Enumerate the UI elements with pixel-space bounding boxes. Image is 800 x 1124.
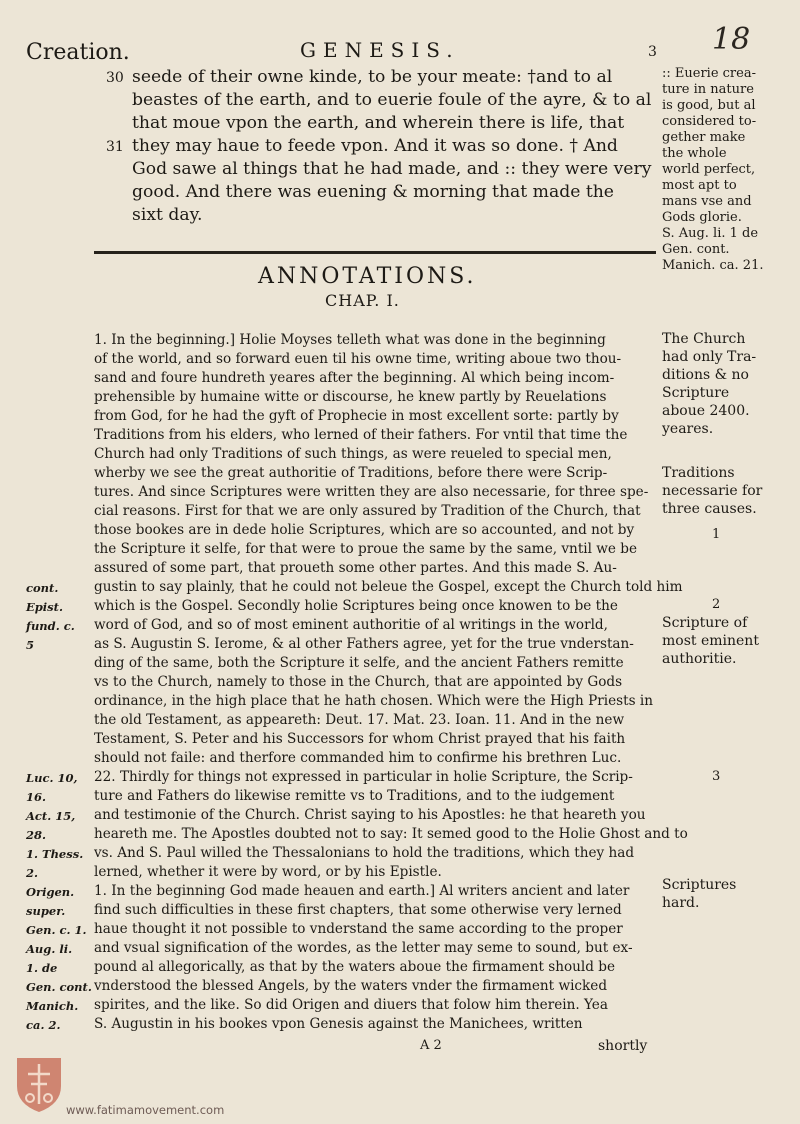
- website-watermark[interactable]: www.fatimamovement.com: [66, 1103, 225, 1117]
- margin-note-line: is good, but al: [662, 98, 756, 113]
- margin-note-line: Scripture: [662, 385, 730, 401]
- margin-reference: 5: [26, 638, 35, 652]
- margin-note-line: authoritie.: [662, 651, 737, 667]
- annotation-line: ordinance, in the high place that he hath chosen. Which were the High Priests in: [94, 693, 654, 709]
- margin-note-line: had only Tra-: [662, 349, 757, 365]
- margin-reference: Aug. li.: [26, 942, 73, 956]
- margin-note-line: Scripture of: [662, 615, 748, 631]
- annotation-line: haue thought it not possible to vnderstand the same according to the proper: [94, 921, 623, 937]
- margin-note-line: gether make: [662, 130, 746, 145]
- margin-note-line: Scriptures: [662, 877, 737, 893]
- margin-reference: 28.: [26, 828, 47, 842]
- annotation-line: ture and Fathers do likewise remitte vs to Traditions, and to the iudgement: [94, 788, 615, 804]
- annotation-line: heareth me. The Apostles doubted not to say: It semed good to the Holie Ghost and to: [94, 826, 688, 842]
- annotation-line: Traditions from his elders, who lerned of their fathers. For vntil that time the: [94, 427, 628, 443]
- section-rule: [94, 251, 656, 254]
- margin-reference: Luc. 10,: [26, 771, 78, 785]
- annotation-line: prehensible by humaine witte or discourse, he knew partly by Reuelations: [94, 389, 607, 405]
- margin-reference: 16.: [26, 790, 47, 804]
- margin-note-line: most eminent: [662, 633, 759, 649]
- annotation-line: which is the Gospel. Secondly holie Scriptures being once knowen to be the: [94, 598, 618, 614]
- annotation-line: should not faile: and therfore commanded him to confirme his brethren Luc.: [94, 750, 622, 766]
- margin-reference: fund. c.: [26, 619, 75, 633]
- margin-note-line: S. Aug. li. 1 de: [662, 226, 759, 241]
- verse-number: 30: [106, 70, 124, 86]
- margin-note-line: Manich. ca. 21.: [662, 258, 764, 273]
- annotation-line: ding of the same, both the Scripture it selfe, and the ancient Fathers remitte: [94, 655, 624, 671]
- annotation-line: those bookes are in dede holie Scriptures, which are so accounted, and not by: [94, 522, 635, 538]
- annotation-line: vs. And S. Paul willed the Thessalonians to hold the traditions, which they had: [94, 845, 635, 861]
- annotation-line: spirites, and the like. So did Origen and diuers that folow him therein. Yea: [94, 997, 608, 1013]
- margin-note-line: yeares.: [662, 421, 714, 437]
- margin-note-line: world perfect,: [662, 162, 756, 177]
- margin-note-line: hard.: [662, 895, 700, 911]
- annotation-line: vs to the Church, namely to those in the Church, that are appointed by Gods: [94, 674, 623, 690]
- verse-line: seede of their owne kinde, to be your meate: †and to al: [132, 67, 613, 87]
- margin-reference: Manich.: [26, 999, 79, 1013]
- margin-reference: cont.: [26, 581, 59, 595]
- margin-note-line: mans vse and: [662, 194, 752, 209]
- verse-line: beastes of the earth, and to euerie foule of the ayre, & to al: [132, 90, 652, 110]
- margin-note-line: ture in nature: [662, 82, 754, 97]
- margin-note-line: Traditions: [662, 465, 735, 481]
- margin-reference: Act. 15,: [26, 809, 76, 823]
- running-head-left: Creation.: [26, 40, 130, 65]
- margin-note-line: necessarie for: [662, 483, 763, 499]
- margin-reference: 2.: [26, 866, 39, 880]
- verse-number: 31: [106, 139, 124, 155]
- annotation-line: vnderstood the blessed Angels, by the waters vnder the firmament wicked: [94, 978, 608, 994]
- annotation-line: as S. Augustin S. Ierome, & al other Fathers agree, yet for the true vnderstan-: [94, 636, 634, 652]
- annotation-line: wherby we see the great authoritie of Traditions, before there were Scrip-: [94, 465, 608, 481]
- margin-note-line: :: Euerie crea-: [662, 66, 756, 81]
- margin-reference: ca. 2.: [26, 1018, 61, 1032]
- annotation-line: sand and foure hundreth yeares after the beginning. Al which being incom-: [94, 370, 615, 386]
- chapter-heading: CHAP. I.: [325, 291, 400, 310]
- margin-note-line: most apt to: [662, 178, 737, 193]
- annotation-line: S. Augustin in his bookes vpon Genesis against the Manichees, written: [94, 1016, 583, 1032]
- margin-reference: 1. Thess.: [26, 847, 84, 861]
- margin-note-line: three causes.: [662, 501, 757, 517]
- margin-note-line: aboue 2400.: [662, 403, 750, 419]
- papal-emblem-icon: [14, 1054, 64, 1114]
- margin-reference: 1. de: [26, 961, 58, 975]
- annotation-line: pound al allegorically, as that by the waters aboue the firmament should be: [94, 959, 616, 975]
- margin-reference: Gen. cont.: [26, 980, 92, 994]
- margin-note-line: The Church: [662, 331, 746, 347]
- margin-numeral: 2: [712, 597, 721, 612]
- annotation-line: Testament, S. Peter and his Successors for whom Christ prayed that his faith: [94, 731, 626, 747]
- margin-reference: super.: [26, 904, 66, 918]
- annotations-title: ANNOTATIONS.: [258, 264, 477, 289]
- signature-mark: A 2: [420, 1038, 442, 1053]
- annotation-line: 22. Thirdly for things not expressed in particular in holie Scripture, the Scrip-: [94, 769, 633, 785]
- annotation-line: 1. In the beginning.] Holie Moyses telleth what was done in the beginning: [94, 332, 606, 348]
- annotation-line: tures. And since Scriptures were written they are also necessarie, for three spe-: [94, 484, 649, 500]
- annotation-line: and vsual signification of the wordes, as the letter may seme to sound, but ex-: [94, 940, 633, 956]
- annotation-line: from God, for he had the gyft of Prophecie in most excellent sorte: partly by: [94, 408, 619, 424]
- margin-note-line: the whole: [662, 146, 727, 161]
- annotation-line: lerned, whether it were by word, or by his Epistle.: [94, 864, 442, 880]
- running-head-title: GENESIS.: [300, 38, 460, 62]
- annotation-line: 1. In the beginning God made heauen and earth.] Al writers ancient and later: [94, 883, 630, 899]
- margin-numeral: 3: [712, 769, 721, 784]
- verse-line: that moue vpon the earth, and wherein there is life, that: [132, 113, 625, 133]
- margin-reference: Gen. c. 1.: [26, 923, 87, 937]
- catchword: shortly: [598, 1038, 648, 1054]
- margin-note-line: ditions & no: [662, 367, 749, 383]
- annotation-line: assured of some part, that proueth some other partes. And this made S. Au-: [94, 560, 617, 576]
- margin-numeral: 1: [712, 527, 721, 542]
- verse-line: God sawe al things that he had made, and :: they were very: [132, 159, 652, 179]
- margin-reference: Epist.: [26, 600, 63, 614]
- margin-note-line: considered to-: [662, 114, 757, 129]
- annotation-line: the Scripture it selfe, for that were to proue the same by the same, vntil we be: [94, 541, 638, 557]
- annotation-line: cial reasons. First for that we are only assured by Tradition of the Church, that: [94, 503, 641, 519]
- annotation-line: find such difficulties in these first chapters, that some otherwise very lerned: [94, 902, 622, 918]
- annotation-line: the old Testament, as appeareth: Deut. 17. Mat. 23. Ioan. 11. And in the new: [94, 712, 625, 728]
- annotation-line: word of God, and so of most eminent authoritie of al writings in the world,: [94, 617, 608, 633]
- verse-line: good. And there was euening & morning that made the: [132, 182, 614, 202]
- annotation-line: and testimonie of the Church. Christ saying to his Apostles: he that heareth you: [94, 807, 646, 823]
- margin-note-line: Gods glorie.: [662, 210, 742, 225]
- page-number: 3: [648, 44, 657, 60]
- verse-line: sixt day.: [132, 205, 203, 225]
- annotation-line: gustin to say plainly, that he could not beleue the Gospel, except the Church told him: [94, 579, 683, 595]
- annotation-line: Church had only Traditions of such things, as were reueled to special men,: [94, 446, 612, 462]
- handwritten-page-number: 18: [712, 22, 751, 57]
- annotation-line: of the world, and so forward euen til his owne time, writing aboue two thou-: [94, 351, 622, 367]
- margin-reference: Origen.: [26, 885, 75, 899]
- verse-line: they may haue to feede vpon. And it was so done. † And: [132, 136, 618, 156]
- margin-note-line: Gen. cont.: [662, 242, 730, 257]
